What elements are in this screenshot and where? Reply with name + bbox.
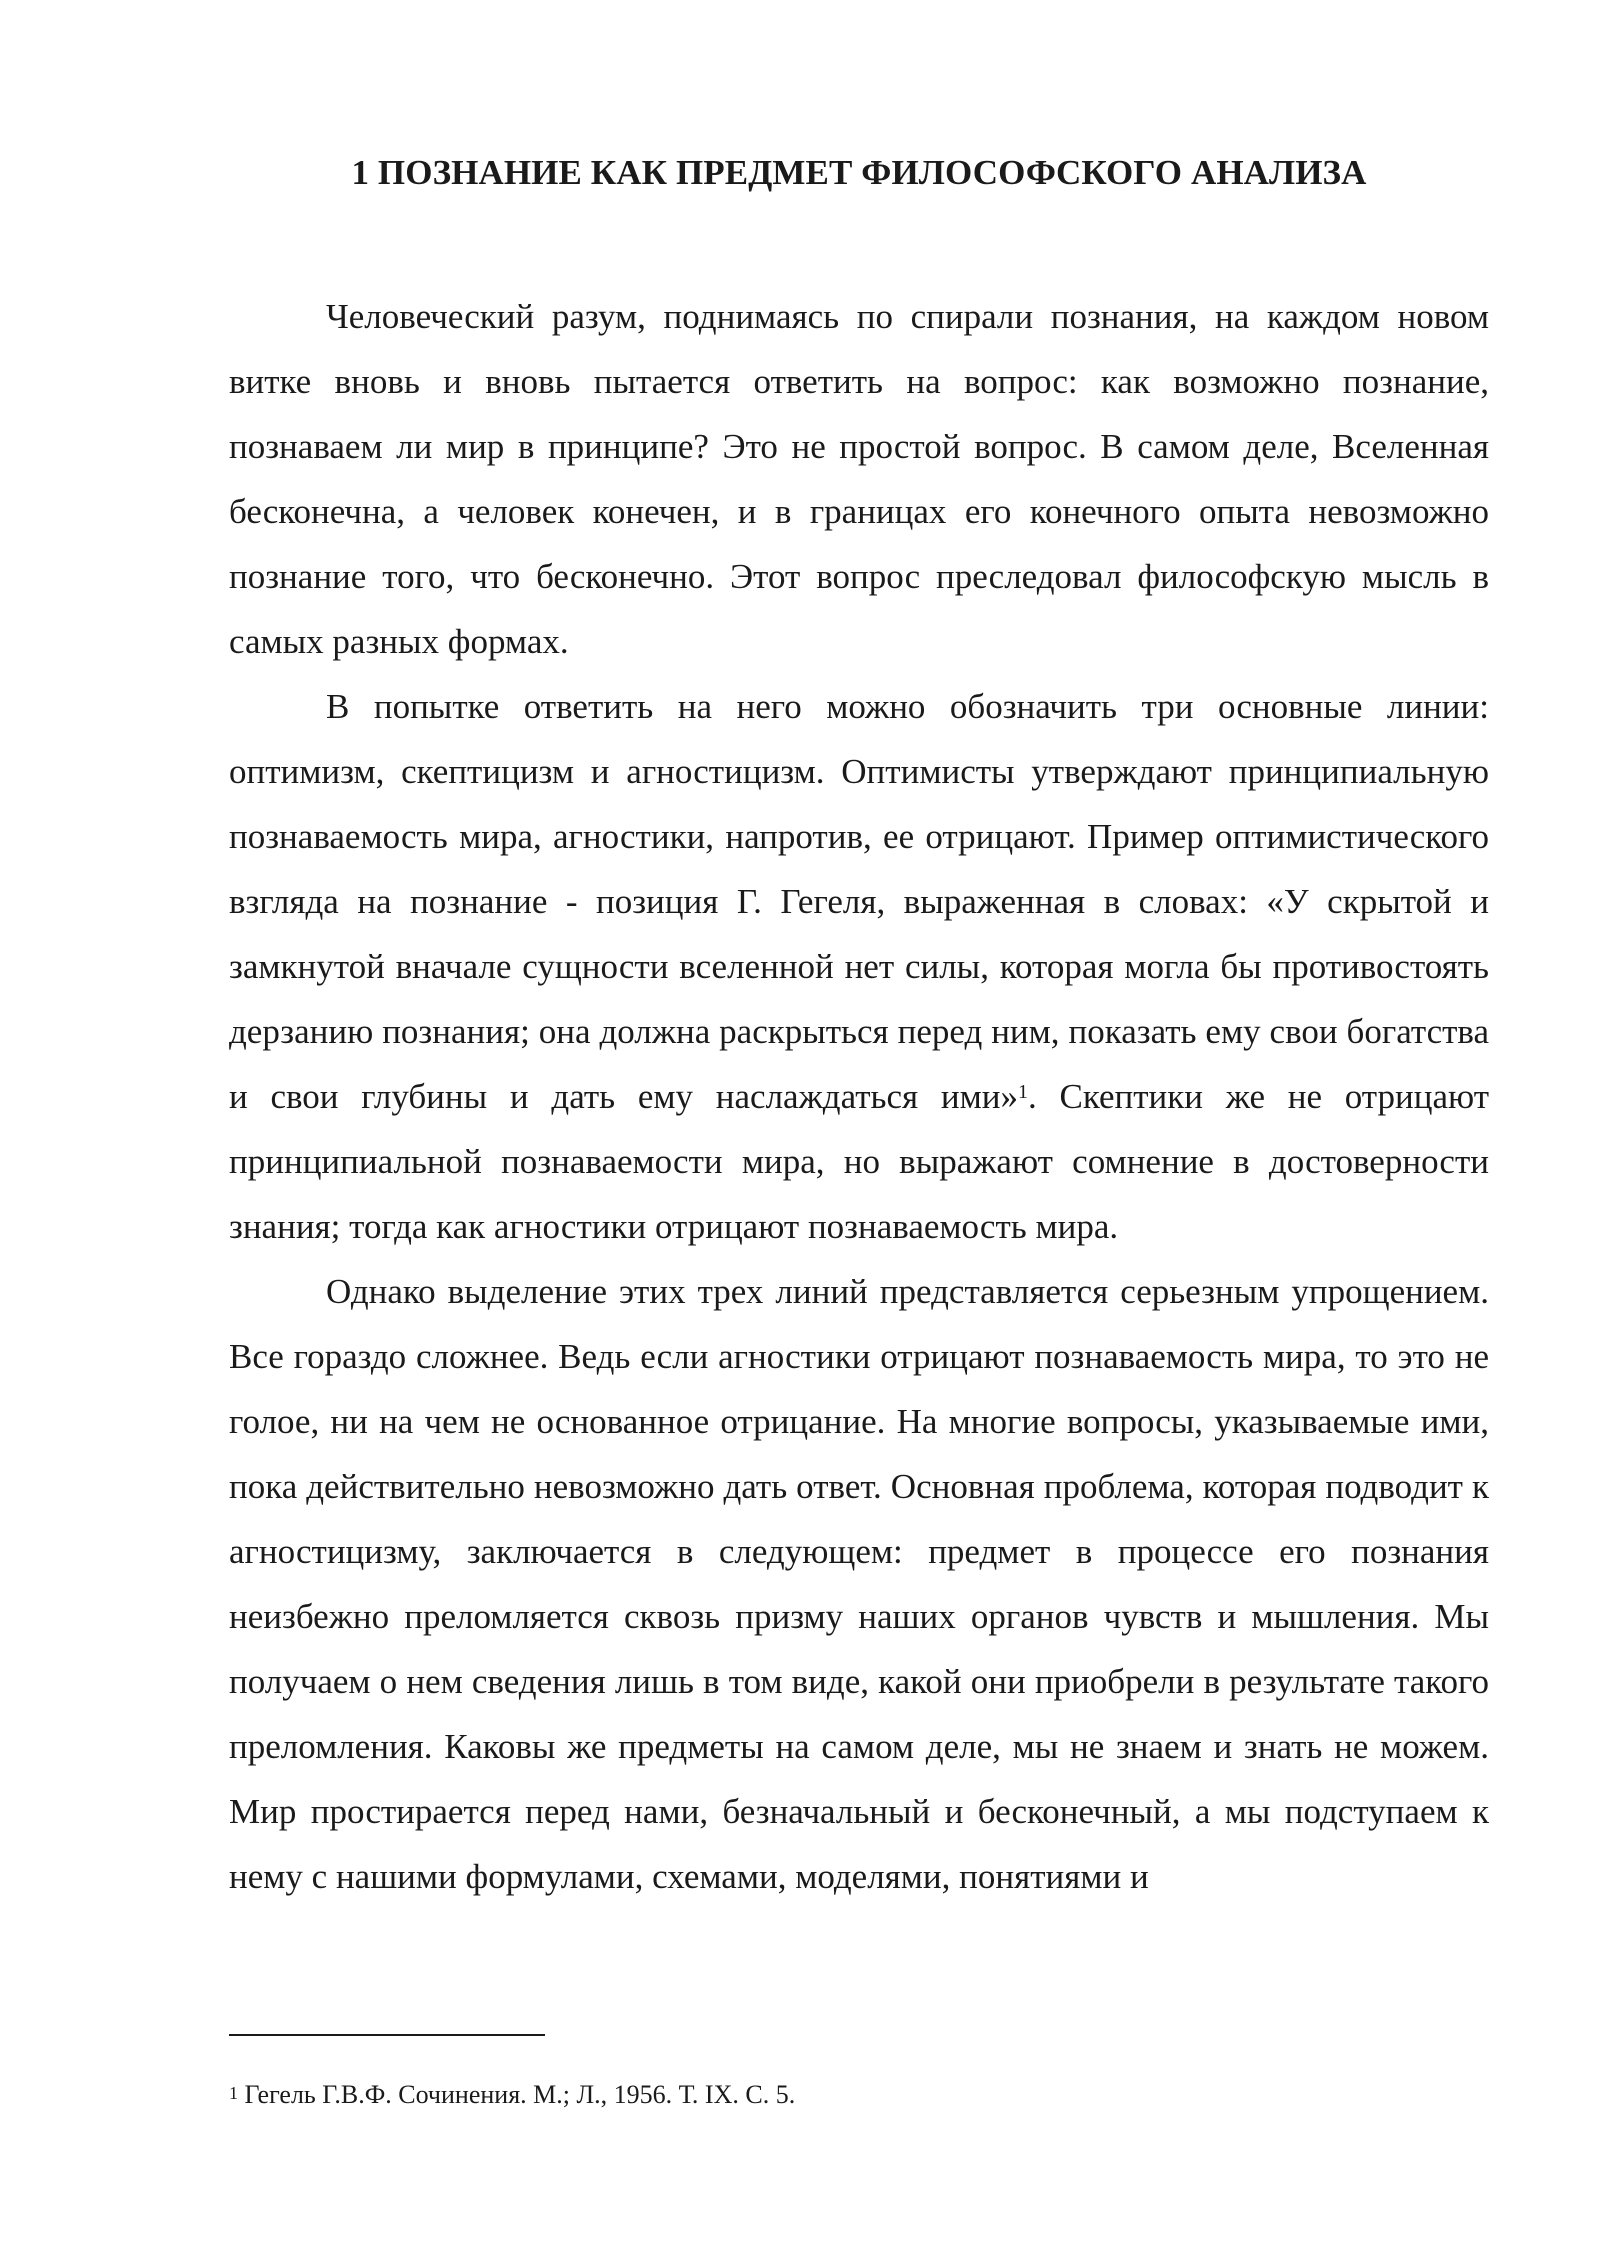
footnote-reference[interactable]: 1 [1017, 1081, 1028, 1103]
section-heading: 1 ПОЗНАНИЕ КАК ПРЕДМЕТ ФИЛОСОФСКОГО АНАЛИЗА [351, 153, 1367, 192]
footnote [229, 2080, 1489, 2110]
footnote-text: Гегель Г.В.Ф. Сочинения. М.; Л., 1956. Т. IX. С. 5. [238, 2080, 796, 2109]
footnote-number: 1 [229, 2083, 238, 2103]
paragraph-2-text-before-ref: В попытке ответить на него можно обозначить три основные линии: оптимизм, скептицизм и агностицизм. Оптимисты утверждают принципиальную познаваемость мира, агностики, напротив, ее отрицают. Пример оптимистического взгляда на познание - позиция Г. Гегеля, выраженная в словах: «У скрытой и замкнутой вначале сущности вселенной нет силы, которая могла бы противостоять дерзанию познания; она должна раскрыться перед ним, показать ему свои богатства и свои глубины и дать ему наслаждаться ими» [229, 687, 1489, 1116]
paragraph-3: Однако выделение этих трех линий представляется серьезным упрощением. Все гораздо сложнее. Ведь если агностики отрицают познаваемость мира, то это не голое, ни на чем не основанное отрицание. На многие вопросы, указываемые ими, пока действительно невозможно дать ответ. Основная проблема, которая подводит к агностицизму, заключается в следующем: предмет в процессе его познания неизбежно преломляется сквозь призму наших органов чувств и мышления. Мы получаем о нем сведения лишь в том виде, какой они приобрели в результате такого преломления. Каковы же предметы на самом деле, мы не знаем и знать не можем. Мир простирается перед нами, безначальный и бесконечный, а мы подступаем к нему с нашими формулами, схемами, моделями, понятиями и [229, 1272, 1489, 1896]
paragraph-2-text-after-ref: . Скептики же не отрицают принципиальной познаваемости мира, но выражают сомнение в достоверности знания; тогда как агностики отрицают познаваемость мира. [229, 1077, 1489, 1246]
footnote-separator [229, 2034, 545, 2036]
body-text [229, 284, 1489, 1909]
paragraph-1: Человеческий разум, поднимаясь по спирали познания, на каждом новом витке вновь и вновь пытается ответить на вопрос: как возможно познание, познаваем ли мир в принципе? Это не простой вопрос. В самом деле, Вселенная бесконечна, а человек конечен, и в границах его конечного опыта невозможно познание того, что бесконечно. Этот вопрос преследовал философскую мысль в самых разных формах. [229, 297, 1489, 661]
paragraph-2 [229, 674, 1489, 1259]
